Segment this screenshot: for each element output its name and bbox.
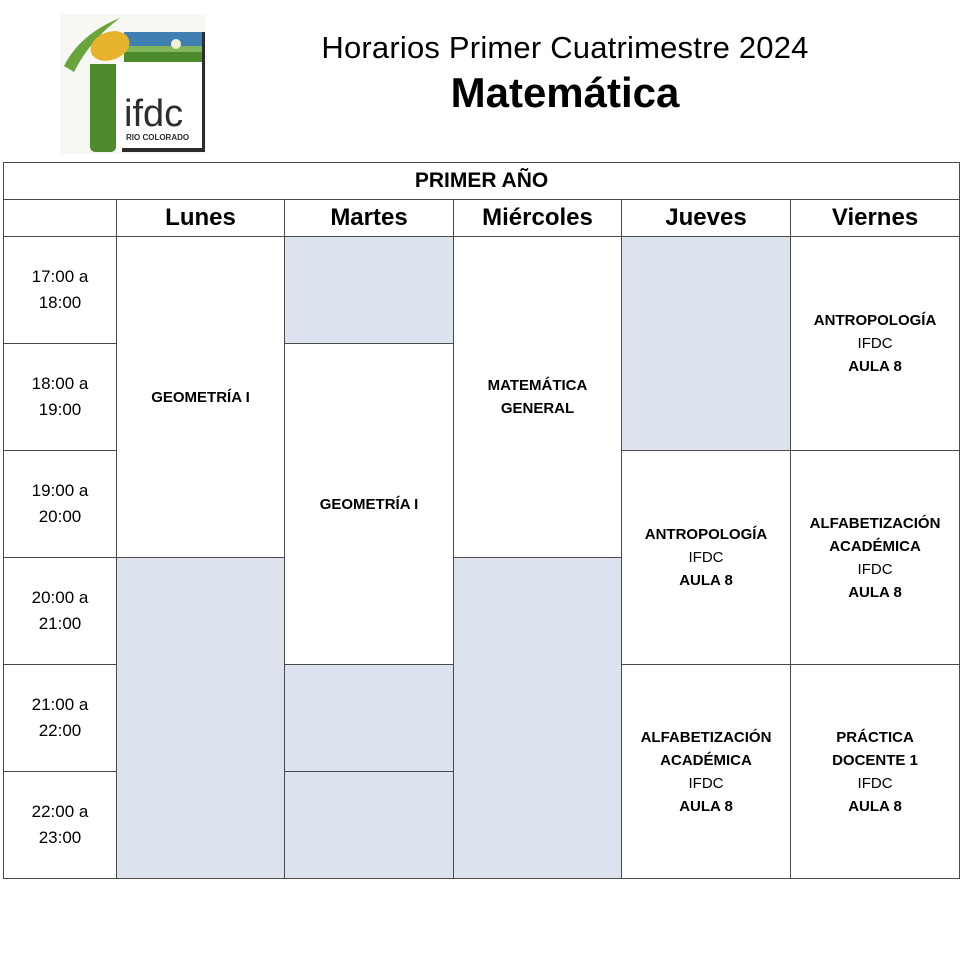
- class-jueves-antropologia: ANTROPOLOGÍA IFDC AULA 8: [622, 451, 791, 665]
- time-slot: 20:00 a 21:00: [4, 558, 117, 665]
- corner-cell: [4, 200, 117, 237]
- empty-slot: [285, 665, 454, 772]
- class-lunes-geometria: GEOMETRÍA I: [117, 237, 285, 558]
- time-slot: 19:00 a 20:00: [4, 451, 117, 558]
- class-viernes-practica: PRÁCTICA DOCENTE 1 IFDC AULA 8: [791, 665, 960, 879]
- schedule-table: [3, 162, 960, 879]
- empty-slot: [285, 772, 454, 879]
- class-miercoles-matematica: MATEMÁTICA GENERAL: [454, 237, 622, 558]
- empty-slot: [285, 237, 454, 344]
- day-header-martes: Martes: [285, 200, 454, 237]
- header-titles: [300, 28, 830, 118]
- class-viernes-alfabetizacion: ALFABETIZACIÓN ACADÉMICA IFDC AULA 8: [791, 451, 960, 665]
- class-viernes-antropologia: ANTROPOLOGÍA IFDC AULA 8: [791, 237, 960, 451]
- svg-text:RIO COLORADO: RIO COLORADO: [126, 133, 190, 142]
- svg-text:ifdc: ifdc: [124, 93, 184, 135]
- day-header-miercoles: Miércoles: [454, 200, 622, 237]
- page-title: Horarios Primer Cuatrimestre 2024: [321, 30, 809, 65]
- empty-slot: [622, 237, 791, 451]
- empty-slot: [117, 558, 285, 879]
- class-martes-geometria: GEOMETRÍA I: [285, 344, 454, 665]
- ifdc-logo: [60, 14, 206, 154]
- time-slot: 17:00 a 18:00: [4, 237, 117, 344]
- day-header-viernes: Viernes: [791, 200, 960, 237]
- time-slot: 21:00 a 22:00: [4, 665, 117, 772]
- day-header-jueves: Jueves: [622, 200, 791, 237]
- subject-title: Matemática: [450, 69, 680, 116]
- class-jueves-alfabetizacion: ALFABETIZACIÓN ACADÉMICA IFDC AULA 8: [622, 665, 791, 879]
- empty-slot: [454, 558, 622, 879]
- year-header: PRIMER AÑO: [4, 163, 960, 200]
- day-header-lunes: Lunes: [117, 200, 285, 237]
- time-slot: 22:00 a 23:00: [4, 772, 117, 879]
- time-slot: 18:00 a 19:00: [4, 344, 117, 451]
